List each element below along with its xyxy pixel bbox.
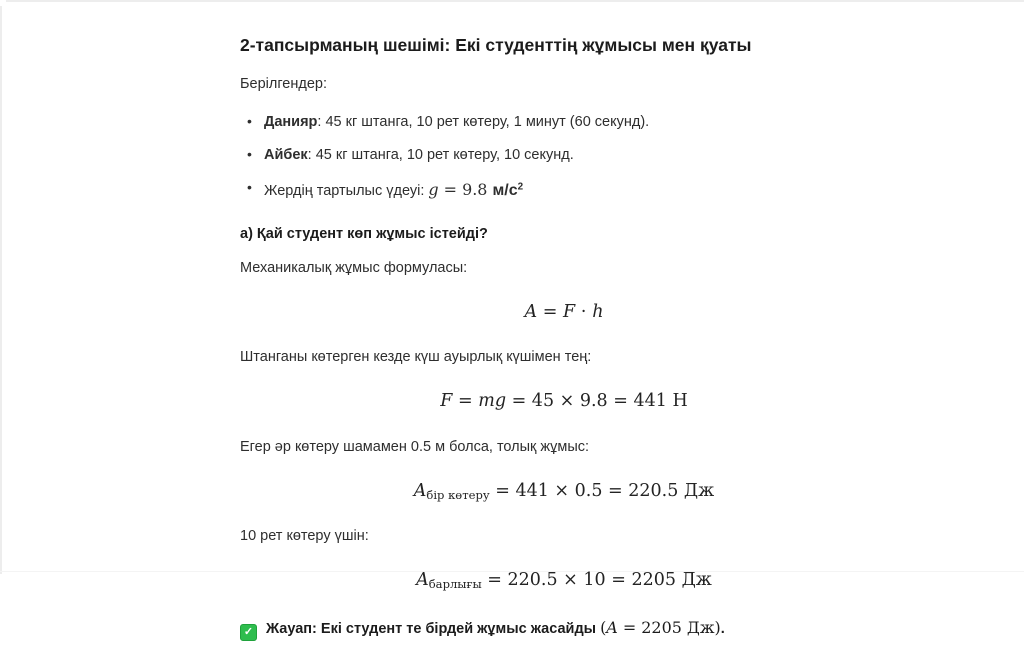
formula-intro-text: Механикалық жұмыс формуласы: <box>240 259 468 276</box>
solution-document <box>240 0 888 654</box>
answer-period: . <box>720 620 725 637</box>
formula-work: A = F ⋅ h <box>524 301 604 322</box>
list-item-aibek <box>264 145 888 166</box>
section-a-heading: а) Қай студент көп жұмыс істейді? <box>240 225 488 242</box>
check-mark-icon: ✓ <box>240 624 257 641</box>
student-name: Айбек <box>264 146 308 163</box>
formula-force: F = mg = 45 × 9.8 = 441 Н <box>440 391 688 412</box>
student-details: : 45 кг штанга, 10 рет көтеру, 10 секунд. <box>307 146 574 163</box>
force-text: Штанганы көтерген кезде күш ауырлық күшімен тең: <box>240 349 592 366</box>
list-item-gravity <box>264 178 888 202</box>
formula-total: Aбарлығы = 220.5 × 10 = 2205 Дж <box>416 570 712 592</box>
answer-line <box>240 616 888 641</box>
answer-text: Жауап: Екі студент те бірдей жұмыс жасайды <box>266 620 601 637</box>
given-label: Берілгендер: <box>240 75 327 92</box>
student-name: Данияр <box>264 113 318 130</box>
gravity-label: Жердің тартылыс үдеуі: <box>264 182 429 199</box>
answer-inline-math: (A = 2205 Дж) <box>600 617 721 637</box>
list-item-daniyar <box>264 112 888 133</box>
formula-per-lift: Aбір көтеру = 441 × 0.5 = 220.5 Дж <box>413 480 715 502</box>
student-details: : 45 кг штанга, 10 рет көтеру, 1 минут (60 секунд). <box>317 113 650 130</box>
per-lift-text: Егер әр көтеру шамамен 0.5 м болса, толық жұмыс: <box>240 438 590 455</box>
gravity-inline-math: g = 9.8 $м/с^2$ <box>428 179 524 199</box>
given-list <box>240 112 888 202</box>
page-title: 2-тапсырманың шешімі: Екі студенттің жұмысы мен қуаты <box>240 35 752 55</box>
total-text: 10 рет көтеру үшін: <box>240 528 369 545</box>
window-border-left <box>0 6 2 574</box>
